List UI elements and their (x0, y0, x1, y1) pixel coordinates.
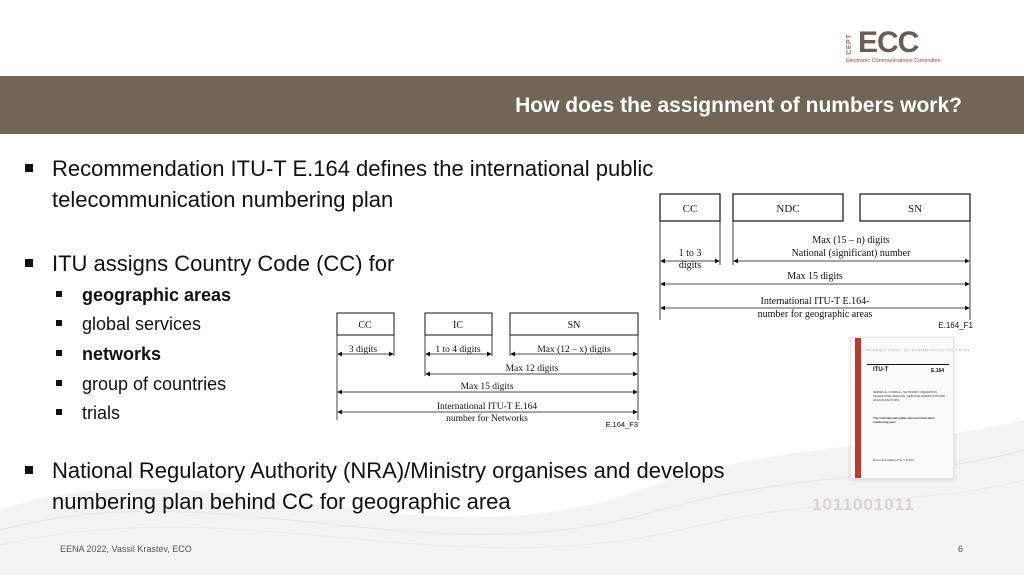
e164-networks-diagram (332, 310, 642, 430)
bullet-text: National Regulatory Authority (NRA)/Ministry organises and develops (52, 458, 725, 483)
bullet-itu-assigns (52, 248, 394, 279)
ic-digits: 1 to 4 digits (435, 345, 481, 355)
figure-label: E.164_F3 (605, 420, 638, 429)
bullet-text: numbering plan behind CC for geographic area (52, 489, 511, 514)
intl-1: International ITU-T E.164 (436, 402, 538, 412)
sub-bullet: trials (82, 403, 121, 423)
bullet-text: telecommunication numbering plan (52, 187, 394, 212)
max-15: Max 15 digits (787, 271, 843, 282)
cover-subtitle: The international public telecommunication numbering plan (873, 416, 936, 424)
bullet-recommendation (52, 153, 653, 215)
cover-header: INTERNATIONAL TELECOMMUNICATION UNION (865, 348, 971, 352)
logo-subtitle: Electronic Communications Committee (846, 58, 941, 64)
box-sn: SN (567, 320, 581, 331)
figure-label: E.164_F1 (938, 321, 973, 330)
nsn-1: Max (15 – n) digits (812, 235, 890, 246)
nsn-2: National (significant) number (791, 248, 911, 259)
cc-digits-1: 1 to 3 (678, 248, 702, 259)
cc-digits-2: digits (678, 260, 702, 271)
cc-digits: 3 digits (348, 345, 378, 355)
box-sn: SN (907, 203, 923, 215)
footer-credit: EENA 2022, Vassil Krastev, ECO (60, 544, 192, 554)
cover-rec: E.164 (931, 368, 945, 374)
cover-series: SERIES E: OVERALL NETWORK OPERATION, TELEPHONE SERVICE, SERVICE OPERATION AND HUMAN FACTORS (873, 390, 946, 402)
max-15: Max 15 digits (460, 382, 514, 392)
cover-itut: ITU-T (873, 367, 889, 373)
intl-2: number for geographic areas (757, 309, 873, 320)
bullet-text: ITU assigns Country Code (CC) for (52, 251, 395, 276)
intl-1: International ITU-T E.164- (760, 296, 870, 307)
sub-bullet: networks (82, 344, 162, 364)
sn-digits: Max (12 – x) digits (537, 345, 611, 355)
box-cc: CC (358, 320, 372, 331)
slide-title: How does the assignment of numbers work? (515, 94, 962, 117)
sub-bullet: geographic areas (82, 285, 232, 305)
sub-bullet: global services (82, 314, 202, 334)
cover-footer: Recommendation ITU-T E.164 (873, 458, 914, 462)
e164-geographic-diagram (655, 190, 975, 330)
box-ndc: NDC (776, 203, 800, 215)
sub-bullet: group of countries (82, 374, 227, 394)
cover-stripe (855, 338, 861, 478)
page-number: 6 (958, 544, 964, 554)
bullet-nra (52, 455, 725, 517)
max-12: Max 12 digits (505, 364, 559, 374)
ecc-logo (846, 26, 946, 66)
cover-rule (867, 364, 949, 365)
intl-2: number for Networks (446, 414, 528, 424)
logo-ecc: ECC (858, 26, 919, 59)
box-cc: CC (682, 203, 698, 215)
bullet-text: Recommendation ITU-T E.164 defines the international public (52, 156, 654, 181)
e164-cover-thumbnail (850, 337, 971, 479)
title-bar (0, 76, 1024, 134)
box-ic: IC (453, 320, 463, 331)
logo-cept: CEPT (846, 34, 853, 55)
binary-decoration: 1011001011 (812, 495, 915, 514)
